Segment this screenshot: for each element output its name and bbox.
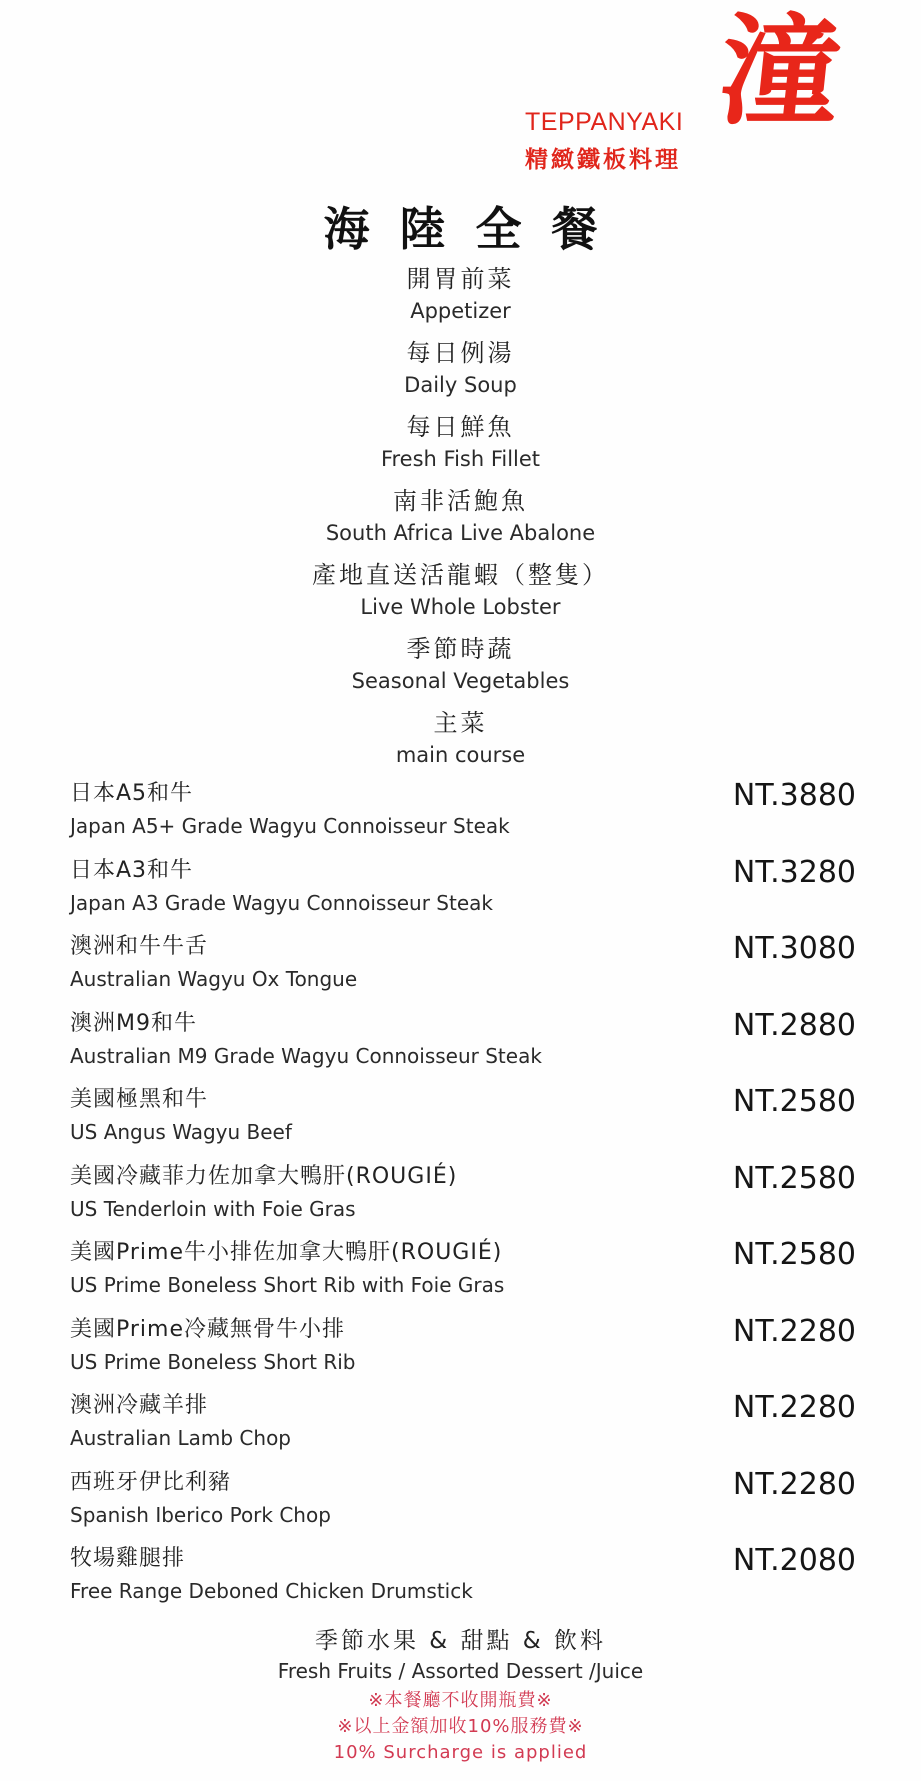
course-name-zh: 每日例湯 [406, 339, 515, 367]
course-name-en: Live Whole Lobster [360, 595, 561, 619]
dish-name-zh: 澳洲冷藏羊排 [70, 1393, 209, 1418]
service-charge-note-zh: ※以上金額加收10%服務費※ [337, 1716, 584, 1737]
dish-price: NT.3880 [732, 778, 856, 813]
dish-name-zh: 美國冷藏菲力佐加拿大鴨肝(ROUGIÉ) [70, 1164, 458, 1189]
course-abalone [0, 484, 921, 548]
dish-item [70, 778, 860, 848]
course-name-zh: 產地直送活龍蝦（整隻） [312, 561, 609, 589]
dish-name-zh: 澳洲M9和牛 [70, 1011, 197, 1036]
service-charge-note-en: 10% Surcharge is applied [333, 1742, 588, 1763]
course-lobster [0, 558, 921, 622]
course-name-en: South Africa Live Abalone [325, 521, 596, 545]
dish-item [70, 1390, 860, 1460]
dish-name-en: Australian Lamb Chop [70, 1426, 292, 1450]
course-name-en: main course [395, 743, 526, 767]
dish-price: NT.2080 [732, 1543, 856, 1578]
dish-price: NT.2580 [732, 1237, 856, 1272]
course-name-zh: 每日鮮魚 [406, 413, 515, 441]
dish-name-en: US Angus Wagyu Beef [70, 1120, 292, 1144]
dish-name-en: Australian M9 Grade Wagyu Connoisseur Steak [70, 1044, 542, 1068]
dish-item [70, 1543, 860, 1613]
course-name-en: Appetizer [410, 299, 511, 323]
dish-item [70, 855, 860, 925]
logo-mark-character: 潼 [712, 1, 848, 142]
dish-item [70, 1467, 860, 1537]
course-name-en: Fresh Fish Fillet [380, 447, 541, 471]
dish-price: NT.2580 [732, 1161, 856, 1196]
dish-name-en: US Prime Boneless Short Rib [70, 1350, 356, 1374]
dish-name-en: Japan A3 Grade Wagyu Connoisseur Steak [70, 891, 493, 915]
course-vegetables [0, 632, 921, 696]
dish-item [70, 1314, 860, 1384]
course-name-en: Daily Soup [404, 373, 517, 397]
dish-name-en: Free Range Deboned Chicken Drumstick [70, 1579, 473, 1603]
dish-name-en: US Tenderloin with Foie Gras [70, 1197, 356, 1221]
dish-item [70, 1237, 860, 1307]
dish-price: NT.2280 [732, 1467, 856, 1502]
menu-title: 海陸全餐 [323, 202, 628, 256]
logo-text-en: TEPPANYAKI [525, 108, 684, 136]
logo-text-zh: 精緻鐵板料理 [525, 147, 681, 173]
course-name-en: Seasonal Vegetables [351, 669, 570, 693]
dish-item [70, 1008, 860, 1078]
dish-name-zh: 美國Prime冷藏無骨牛小排 [70, 1317, 346, 1342]
course-name-zh: 季節時蔬 [406, 635, 515, 663]
dish-name-zh: 西班牙伊比利豬 [70, 1470, 232, 1495]
dish-price: NT.3080 [732, 931, 856, 966]
dish-name-en: Japan A5+ Grade Wagyu Connoisseur Steak [70, 814, 510, 838]
dish-price: NT.2280 [732, 1314, 856, 1349]
dessert-name-zh: 季節水果 & 甜點 & 飲料 [314, 1628, 607, 1654]
course-dessert [0, 1625, 921, 1685]
dish-price: NT.3280 [732, 855, 856, 890]
course-fish [0, 410, 921, 474]
no-corkage-note: ※本餐廳不收開瓶費※ [368, 1690, 553, 1711]
course-soup [0, 336, 921, 400]
dish-name-zh: 日本A5和牛 [70, 781, 194, 806]
dish-item [70, 931, 860, 1001]
course-name-zh: 南非活鮑魚 [393, 487, 528, 515]
dish-name-zh: 牧場雞腿排 [70, 1546, 186, 1571]
dish-name-en: Spanish Iberico Pork Chop [70, 1503, 331, 1527]
dish-name-zh: 美國Prime牛小排佐加拿大鴨肝(ROUGIÉ) [70, 1240, 503, 1265]
dessert-name-en: Fresh Fruits / Assorted Dessert /Juice [277, 1659, 644, 1683]
dish-item [70, 1084, 860, 1154]
dish-price: NT.2280 [732, 1390, 856, 1425]
dish-name-zh: 美國極黑和牛 [70, 1087, 209, 1112]
course-appetizer [0, 262, 921, 326]
dish-price: NT.2580 [732, 1084, 856, 1119]
surcharge-notes [0, 1688, 921, 1766]
dish-item [70, 1161, 860, 1231]
dish-name-en: Australian Wagyu Ox Tongue [70, 967, 358, 991]
course-main-heading [0, 706, 921, 770]
restaurant-logo [520, 1, 850, 173]
dish-price: NT.2880 [732, 1008, 856, 1043]
dish-name-zh: 日本A3和牛 [70, 858, 194, 883]
dish-name-en: US Prime Boneless Short Rib with Foie Gras [70, 1273, 505, 1297]
course-name-zh: 開胃前菜 [406, 265, 515, 293]
course-name-zh: 主菜 [433, 709, 488, 737]
dish-name-zh: 澳洲和牛牛舌 [70, 934, 209, 959]
